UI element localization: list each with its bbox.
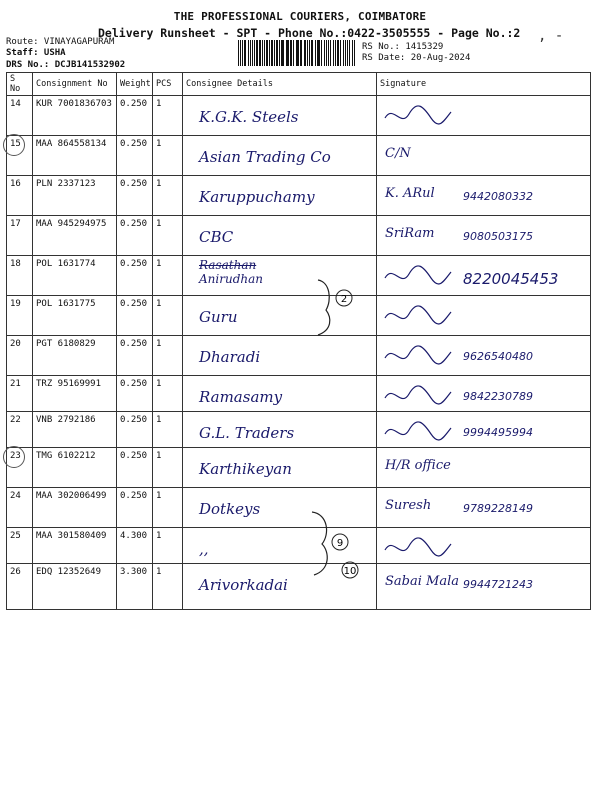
weight-value: 3.300 xyxy=(117,564,153,610)
serial-number-text: 21 xyxy=(10,379,21,389)
consignee-name: Dharadi xyxy=(199,348,261,366)
struck-consignee-name: Rasathan xyxy=(199,258,257,272)
weight-value: 0.250 xyxy=(117,488,153,528)
consignee-cell xyxy=(183,376,377,412)
table-row xyxy=(7,448,591,488)
signature-scribble xyxy=(383,380,453,410)
consignment-number: TMG 6102212 xyxy=(33,448,117,488)
consignee-name: Guru xyxy=(199,308,238,326)
col-weight: Weight xyxy=(117,73,153,96)
table-row xyxy=(7,136,591,176)
phone-number: 9994495994 xyxy=(463,426,533,439)
consignee-name: ,, xyxy=(199,540,209,558)
route-label: Route: VINAYAGAPURAM xyxy=(6,37,115,47)
consignee-name: Arivorkadai xyxy=(199,576,288,594)
pcs-value: 1 xyxy=(153,376,183,412)
consignee-name: G.L. Traders xyxy=(199,424,295,442)
consignment-number: MAA 864558134 xyxy=(33,136,117,176)
serial-number xyxy=(7,176,33,216)
group-count-24-25: 9 xyxy=(336,538,344,549)
company-title: THE PROFESSIONAL COURIERS, COIMBATORE xyxy=(173,10,427,23)
table-header-row xyxy=(7,73,591,96)
col-signature: Signature xyxy=(377,73,591,96)
serial-number-text: 16 xyxy=(10,179,21,189)
consignment-number: VNB 2792186 xyxy=(33,412,117,448)
table-row xyxy=(7,176,591,216)
pcs-value: 1 xyxy=(153,216,183,256)
consignee-name: Anirudhan xyxy=(199,272,263,286)
consignee-cell xyxy=(183,176,377,216)
phone-number: 8220045453 xyxy=(463,270,559,288)
weight-value: 0.250 xyxy=(117,136,153,176)
serial-number xyxy=(7,448,33,488)
signature-scribble xyxy=(383,340,453,370)
table-row xyxy=(7,488,591,528)
serial-number xyxy=(7,256,33,296)
signature-cell xyxy=(377,216,591,256)
table-row xyxy=(7,216,591,256)
table-row xyxy=(7,96,591,136)
pcs-value: 1 xyxy=(153,412,183,448)
consignment-number: POL 1631775 xyxy=(33,296,117,336)
consignee-name: K.G.K. Steels xyxy=(199,108,299,126)
consignee-cell xyxy=(183,488,377,528)
pcs-value: 1 xyxy=(153,96,183,136)
weight-value: 0.250 xyxy=(117,336,153,376)
runsheet-table xyxy=(6,72,591,610)
serial-number-text: 23 xyxy=(10,451,21,461)
group-count-18-19: 2 xyxy=(340,294,348,305)
pcs-value: 1 xyxy=(153,336,183,376)
consignee-name: Dotkeys xyxy=(199,500,261,518)
barcode-image xyxy=(238,40,356,66)
consignee-cell xyxy=(183,296,377,336)
signature-text: C/N xyxy=(385,146,411,161)
serial-number-text: 17 xyxy=(10,219,21,229)
weight-value: 0.250 xyxy=(117,216,153,256)
serial-number xyxy=(7,488,33,528)
consignment-number: MAA 301580409 xyxy=(33,528,117,564)
signature-cell xyxy=(377,96,591,136)
serial-number xyxy=(7,528,33,564)
weight-value: 0.250 xyxy=(117,176,153,216)
tick-marks: , - xyxy=(538,28,564,44)
serial-number xyxy=(7,412,33,448)
consignment-number: PLN 2337123 xyxy=(33,176,117,216)
signature-scribble xyxy=(383,300,453,330)
col-pcs: PCS xyxy=(153,73,183,96)
col-consignment: Consignment No xyxy=(33,73,117,96)
serial-number-text: 26 xyxy=(10,567,21,577)
pcs-value: 1 xyxy=(153,564,183,610)
table-row xyxy=(7,376,591,412)
consignee-cell xyxy=(183,216,377,256)
serial-number xyxy=(7,564,33,610)
pcs-value: 1 xyxy=(153,296,183,336)
consignee-name: Karuppuchamy xyxy=(199,188,315,206)
consignee-cell xyxy=(183,564,377,610)
consignee-cell xyxy=(183,412,377,448)
weight-value: 0.250 xyxy=(117,376,153,412)
col-sno: S No xyxy=(7,73,33,96)
signature-scribble xyxy=(383,260,453,290)
staff-label: Staff: USHA xyxy=(6,48,66,58)
rs-date: RS Date: 20-Aug-2024 xyxy=(362,53,471,63)
serial-number-text: 24 xyxy=(10,491,21,501)
weight-value: 0.250 xyxy=(117,296,153,336)
signature-cell xyxy=(377,488,591,528)
consignment-number: MAA 945294975 xyxy=(33,216,117,256)
serial-number-text: 22 xyxy=(10,415,21,425)
consignee-name: CBC xyxy=(199,228,234,246)
serial-number-text: 18 xyxy=(10,259,21,269)
rs-number: RS No.: 1415329 xyxy=(362,42,444,52)
serial-number xyxy=(7,336,33,376)
pcs-value: 1 xyxy=(153,528,183,564)
consignment-number: KUR 7001836703 xyxy=(33,96,117,136)
consignee-name: Ramasamy xyxy=(199,388,283,406)
circle-mark xyxy=(3,134,25,156)
serial-number xyxy=(7,376,33,412)
group-count-25: 10 xyxy=(343,566,357,577)
serial-number-text: 15 xyxy=(10,139,21,149)
signature-scribble xyxy=(383,416,453,446)
signature-text: Sabai Mala xyxy=(385,574,459,589)
consignee-name: Asian Trading Co xyxy=(199,148,331,166)
table-row xyxy=(7,296,591,336)
consignee-cell xyxy=(183,96,377,136)
col-consignee: Consignee Details xyxy=(183,73,377,96)
serial-number-text: 20 xyxy=(10,339,21,349)
consignee-cell xyxy=(183,256,377,296)
consignee-name: Karthikeyan xyxy=(199,460,292,478)
consignment-number: POL 1631774 xyxy=(33,256,117,296)
signature-cell xyxy=(377,256,591,296)
serial-number-text: 25 xyxy=(10,531,21,541)
signature-text: SriRam xyxy=(385,226,435,241)
phone-number: 9789228149 xyxy=(463,502,533,515)
signature-text: Suresh xyxy=(385,498,432,513)
signature-cell xyxy=(377,448,591,488)
signature-cell xyxy=(377,528,591,564)
table-row xyxy=(7,256,591,296)
phone-number: 9442080332 xyxy=(463,190,533,203)
consignment-number: EDQ 12352649 xyxy=(33,564,117,610)
phone-number: 9944721243 xyxy=(463,578,533,591)
weight-value: 4.300 xyxy=(117,528,153,564)
phone-number: 9080503175 xyxy=(463,230,533,243)
weight-value: 0.250 xyxy=(117,96,153,136)
table-row xyxy=(7,412,591,448)
signature-cell xyxy=(377,176,591,216)
weight-value: 0.250 xyxy=(117,448,153,488)
signature-cell xyxy=(377,336,591,376)
phone-number: 9842230789 xyxy=(463,390,533,403)
consignment-number: PGT 6180829 xyxy=(33,336,117,376)
signature-cell xyxy=(377,136,591,176)
serial-number xyxy=(7,136,33,176)
weight-value: 0.250 xyxy=(117,256,153,296)
consignee-cell xyxy=(183,336,377,376)
serial-number xyxy=(7,296,33,336)
pcs-value: 1 xyxy=(153,176,183,216)
pcs-value: 1 xyxy=(153,488,183,528)
circle-mark xyxy=(3,446,25,468)
serial-number-text: 19 xyxy=(10,299,21,309)
serial-number xyxy=(7,216,33,256)
pcs-value: 1 xyxy=(153,256,183,296)
pcs-value: 1 xyxy=(153,136,183,176)
serial-number-text: 14 xyxy=(10,99,21,109)
signature-cell xyxy=(377,296,591,336)
runsheet-title: Delivery Runsheet - SPT - Phone No.:0422-3505555 - Page No.:2 xyxy=(98,26,521,40)
table-row xyxy=(7,528,591,564)
weight-value: 0.250 xyxy=(117,412,153,448)
signature-cell xyxy=(377,564,591,610)
signature-text: K. ARul xyxy=(385,186,435,201)
signature-cell xyxy=(377,376,591,412)
signature-scribble xyxy=(383,532,453,562)
consignee-cell xyxy=(183,448,377,488)
drs-number: DRS No.: DCJB141532902 xyxy=(6,60,126,70)
signature-text: H/R office xyxy=(385,458,451,473)
consignment-number: MAA 302006499 xyxy=(33,488,117,528)
consignment-number: TRZ 95169991 xyxy=(33,376,117,412)
consignee-cell xyxy=(183,528,377,564)
consignee-cell xyxy=(183,136,377,176)
pcs-value: 1 xyxy=(153,448,183,488)
phone-number: 9626540480 xyxy=(463,350,533,363)
table-row xyxy=(7,336,591,376)
table-row xyxy=(7,564,591,610)
serial-number xyxy=(7,96,33,136)
signature-cell xyxy=(377,412,591,448)
signature-scribble xyxy=(383,100,453,130)
